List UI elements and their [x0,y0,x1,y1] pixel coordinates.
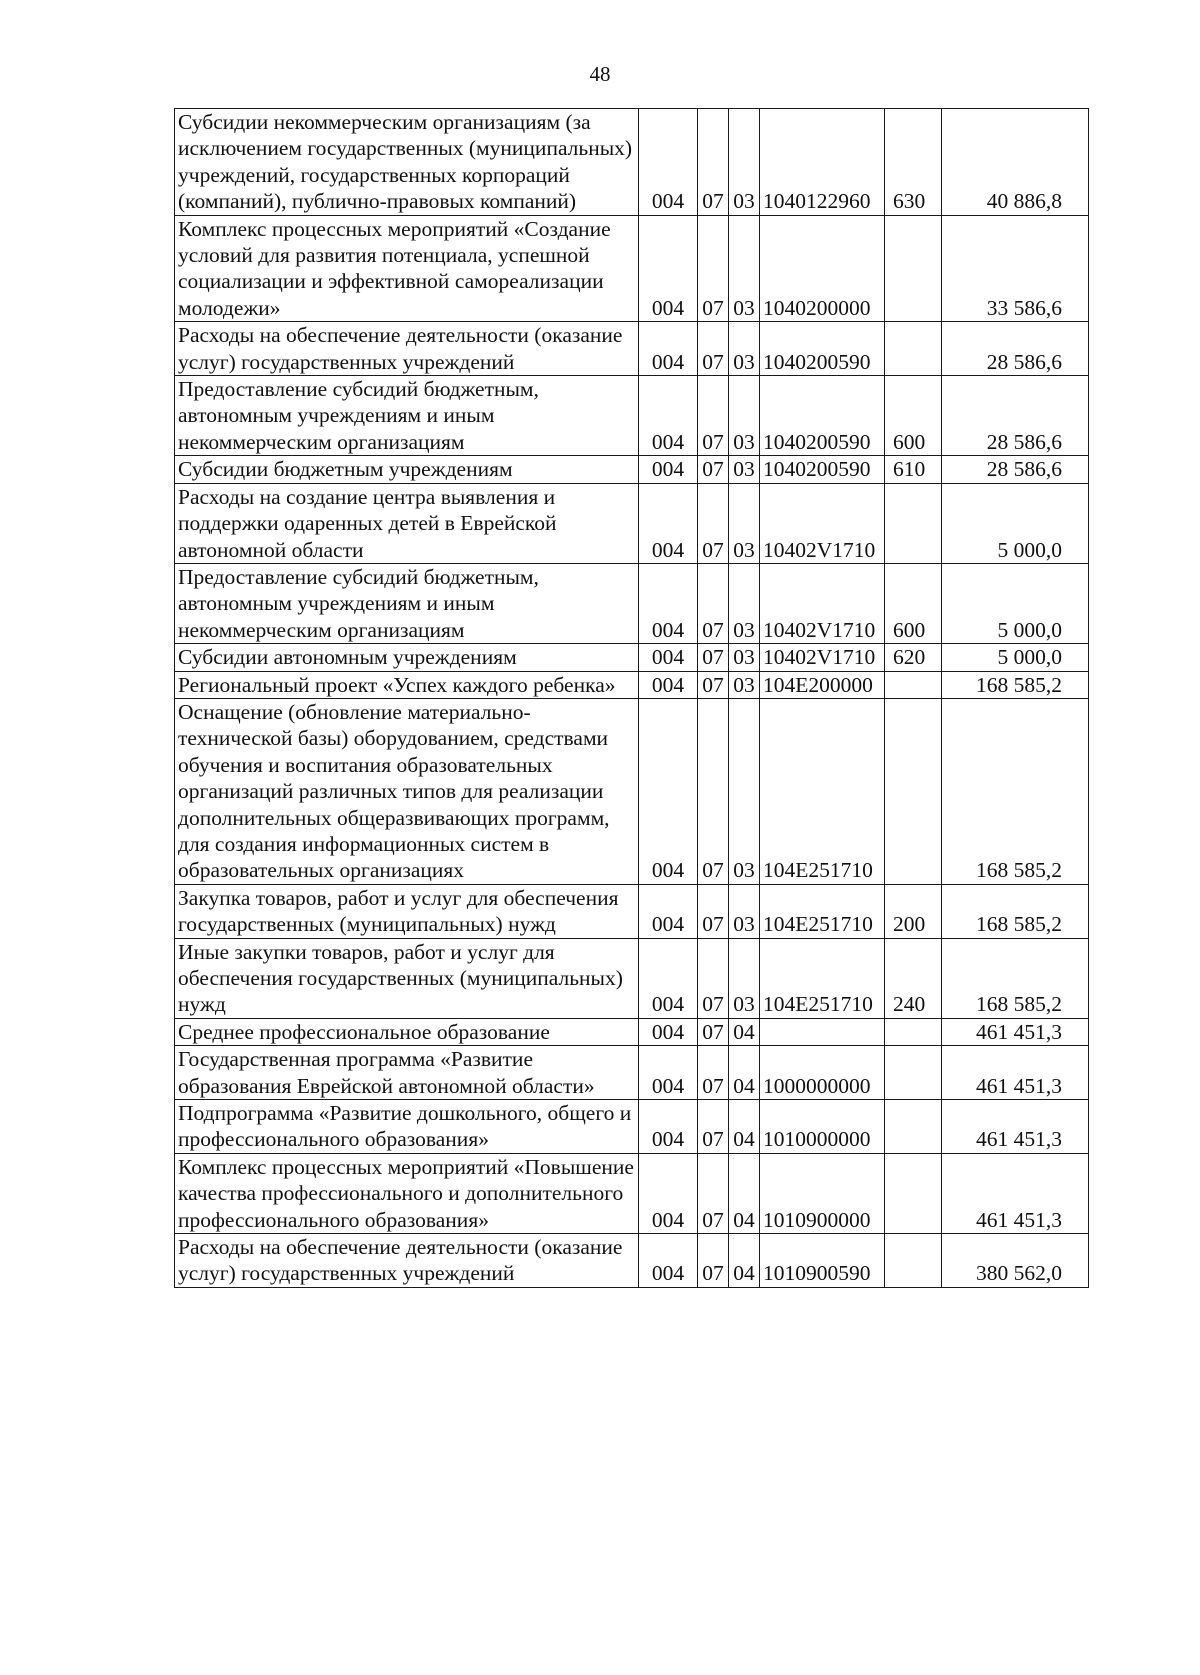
section-code: 07 [698,1018,729,1045]
row-name: Субсидии некоммерческим организациям (за исключением государственных (муниципальных) учреждений, государственных корпораций (компаний), публично-правовых компаний) [175,109,639,216]
target-article-code [760,1018,885,1045]
subsection-code: 03 [729,698,760,884]
subsection-code: 03 [729,322,760,376]
target-article-code: 1040200590 [760,456,885,483]
section-code: 07 [698,671,729,698]
subsection-code: 04 [729,1153,760,1233]
amount: 5 000,0 [942,483,1089,563]
table-row [175,884,1089,938]
row-name: Расходы на обеспечение деятельности (оказание услуг) государственных учреждений [175,322,639,376]
row-name: Расходы на создание центра выявления и поддержки одаренных детей в Еврейской автономной области [175,483,639,563]
section-code: 07 [698,884,729,938]
section-code: 07 [698,215,729,322]
amount: 168 585,2 [942,938,1089,1018]
ministry-code: 004 [639,1153,698,1233]
expense-type-code [885,1046,942,1100]
row-name: Комплекс процессных мероприятий «Повышение качества профессионального и дополнительного профессионального образования» [175,1153,639,1233]
subsection-code: 03 [729,483,760,563]
subsection-code: 03 [729,644,760,671]
ministry-code: 004 [639,938,698,1018]
target-article-code: 1000000000 [760,1046,885,1100]
ministry-code: 004 [639,215,698,322]
subsection-code: 04 [729,1100,760,1154]
subsection-code: 03 [729,938,760,1018]
subsection-code: 03 [729,376,760,456]
expense-type-code: 620 [885,644,942,671]
amount: 461 451,3 [942,1153,1089,1233]
amount: 461 451,3 [942,1018,1089,1045]
row-name: Комплекс процессных мероприятий «Создание условий для развития потенциала, успешной социализации и эффективной самореализации молодежи» [175,215,639,322]
table-row [175,1046,1089,1100]
row-name: Субсидии бюджетным учреждениям [175,456,639,483]
table-row [175,322,1089,376]
ministry-code: 004 [639,456,698,483]
expense-type-code: 610 [885,456,942,483]
row-name: Расходы на обеспечение деятельности (оказание услуг) государственных учреждений [175,1234,639,1288]
subsection-code: 04 [729,1018,760,1045]
expense-type-code: 200 [885,884,942,938]
subsection-code: 03 [729,215,760,322]
expense-type-code: 240 [885,938,942,1018]
expense-type-code: 630 [885,109,942,216]
section-code: 07 [698,1100,729,1154]
subsection-code: 04 [729,1046,760,1100]
ministry-code: 004 [639,376,698,456]
target-article-code: 1010900000 [760,1153,885,1233]
table-row [175,938,1089,1018]
section-code: 07 [698,1046,729,1100]
table-row [175,698,1089,884]
expense-type-code [885,1153,942,1233]
ministry-code: 004 [639,884,698,938]
expense-type-code: 600 [885,563,942,643]
target-article-code: 1040200000 [760,215,885,322]
amount: 168 585,2 [942,698,1089,884]
target-article-code: 1040122960 [760,109,885,216]
ministry-code: 004 [639,483,698,563]
target-article-code: 1040200590 [760,376,885,456]
amount: 168 585,2 [942,884,1089,938]
table-row [175,109,1089,216]
target-article-code: 1010900590 [760,1234,885,1288]
section-code: 07 [698,1153,729,1233]
row-name: Региональный проект «Успех каждого ребенка» [175,671,639,698]
ministry-code: 004 [639,322,698,376]
amount: 461 451,3 [942,1100,1089,1154]
expense-type-code [885,698,942,884]
row-name: Субсидии автономным учреждениям [175,644,639,671]
expense-type-code: 600 [885,376,942,456]
amount: 380 562,0 [942,1234,1089,1288]
ministry-code: 004 [639,1018,698,1045]
subsection-code: 03 [729,563,760,643]
amount: 168 585,2 [942,671,1089,698]
expense-type-code [885,1018,942,1045]
budget-table [174,108,1089,1288]
target-article-code: 1040200590 [760,322,885,376]
target-article-code: 104E251710 [760,884,885,938]
section-code: 07 [698,109,729,216]
subsection-code: 04 [729,1234,760,1288]
table-row [175,644,1089,671]
table-row [175,1234,1089,1288]
amount: 5 000,0 [942,563,1089,643]
target-article-code: 10402V1710 [760,563,885,643]
ministry-code: 004 [639,563,698,643]
subsection-code: 03 [729,109,760,216]
budget-table-body [175,109,1089,1288]
target-article-code: 104E200000 [760,671,885,698]
section-code: 07 [698,644,729,671]
target-article-code: 10402V1710 [760,483,885,563]
expense-type-code [885,1100,942,1154]
target-article-code: 1010000000 [760,1100,885,1154]
table-row [175,1018,1089,1045]
target-article-code: 104E251710 [760,938,885,1018]
expense-type-code [885,671,942,698]
section-code: 07 [698,376,729,456]
row-name: Предоставление субсидий бюджетным, автономным учреждениям и иным некоммерческим организациям [175,376,639,456]
ministry-code: 004 [639,698,698,884]
row-name: Иные закупки товаров, работ и услуг для обеспечения государственных (муниципальных) нужд [175,938,639,1018]
ministry-code: 004 [639,1234,698,1288]
section-code: 07 [698,483,729,563]
expense-type-code [885,483,942,563]
amount: 461 451,3 [942,1046,1089,1100]
section-code: 07 [698,938,729,1018]
section-code: 07 [698,698,729,884]
row-name: Подпрограмма «Развитие дошкольного, общего и профессионального образования» [175,1100,639,1154]
amount: 5 000,0 [942,644,1089,671]
row-name: Оснащение (обновление материально-технической базы) оборудованием, средствами обучения и воспитания образовательных организаций различных типов для реализации дополнительных общеразвивающих программ, для создания информационных систем в образовательных организациях [175,698,639,884]
table-row [175,483,1089,563]
row-name: Предоставление субсидий бюджетным, автономным учреждениям и иным некоммерческим организациям [175,563,639,643]
amount: 28 586,6 [942,456,1089,483]
amount: 33 586,6 [942,215,1089,322]
ministry-code: 004 [639,1100,698,1154]
expense-type-code [885,215,942,322]
table-row [175,563,1089,643]
section-code: 07 [698,1234,729,1288]
page-number: 48 [589,62,611,86]
table-row [175,1100,1089,1154]
table-row [175,215,1089,322]
table-row [175,671,1089,698]
amount: 40 886,8 [942,109,1089,216]
ministry-code: 004 [639,109,698,216]
ministry-code: 004 [639,644,698,671]
target-article-code: 104E251710 [760,698,885,884]
table-row [175,456,1089,483]
section-code: 07 [698,322,729,376]
ministry-code: 004 [639,671,698,698]
expense-type-code [885,1234,942,1288]
subsection-code: 03 [729,884,760,938]
section-code: 07 [698,456,729,483]
row-name: Государственная программа «Развитие образования Еврейской автономной области» [175,1046,639,1100]
section-code: 07 [698,563,729,643]
table-row [175,376,1089,456]
expense-type-code [885,322,942,376]
ministry-code: 004 [639,1046,698,1100]
subsection-code: 03 [729,671,760,698]
amount: 28 586,6 [942,322,1089,376]
table-row [175,1153,1089,1233]
row-name: Среднее профессиональное образование [175,1018,639,1045]
amount: 28 586,6 [942,376,1089,456]
row-name: Закупка товаров, работ и услуг для обеспечения государственных (муниципальных) нужд [175,884,639,938]
target-article-code: 10402V1710 [760,644,885,671]
subsection-code: 03 [729,456,760,483]
